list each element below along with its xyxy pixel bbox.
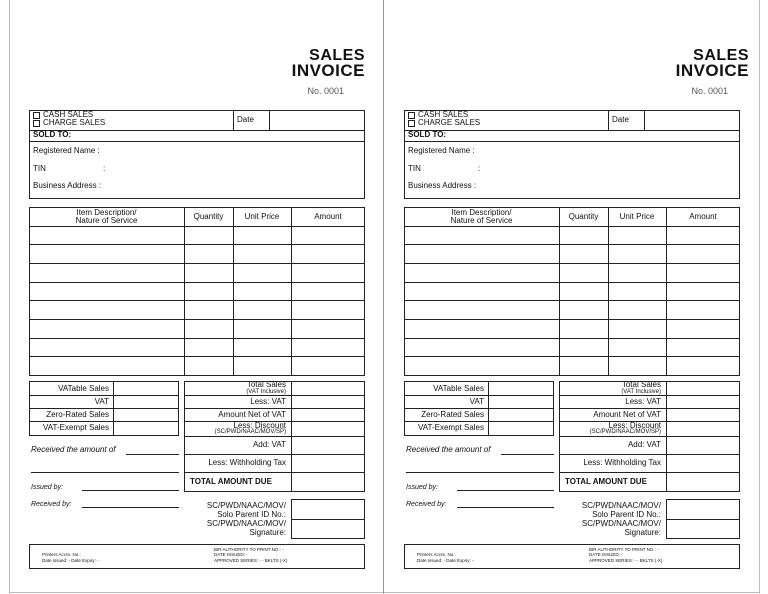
col-item-header-1: Item Description/	[76, 208, 137, 217]
table-row	[29, 300, 365, 301]
date-issued-expiry-label: Date Issued: - Date Expiry: -	[417, 558, 474, 563]
totals-row-divider	[559, 395, 740, 396]
tin-label: TIN	[33, 164, 46, 173]
received-amount-line-2[interactable]	[406, 472, 554, 473]
invoice-title-sales: SALES	[693, 47, 749, 64]
received-by-line[interactable]	[457, 507, 554, 508]
vat-inclusive-label: (VAT Inclusive)	[621, 389, 661, 395]
issued-by-label: Issued by:	[31, 484, 63, 491]
received-amount-label: Received the amount of	[406, 445, 491, 454]
date-label: Date	[237, 115, 254, 124]
col-quantity-header: Quantity	[193, 212, 224, 221]
date-issued-right-label: DATE ISSUED: -	[214, 552, 248, 557]
total-sales-label: Total Sales	[621, 380, 661, 389]
table-row	[29, 338, 365, 339]
col-item-header-2: Nature of Service	[75, 216, 138, 225]
less-discount-label: Less: Discount	[608, 421, 661, 430]
table-row	[29, 263, 365, 264]
received-by-label: Received by:	[406, 501, 447, 508]
received-by-line[interactable]	[82, 507, 179, 508]
table-row	[404, 263, 740, 264]
vat-label: VAT	[469, 397, 484, 406]
table-row	[29, 244, 365, 245]
issued-by-label: Issued by:	[406, 484, 438, 491]
table-row	[404, 282, 740, 283]
received-amount-label: Received the amount of	[31, 445, 116, 454]
table-row	[404, 244, 740, 245]
invoice-title-invoice: INVOICE	[675, 61, 749, 80]
zero-rated-label: Zero-Rated Sales	[46, 410, 109, 419]
table-row	[29, 226, 365, 227]
vatable-sales-label: VATable Sales	[58, 384, 109, 393]
tin-colon: :	[103, 164, 106, 173]
cash-sales-checkbox[interactable]	[408, 112, 415, 119]
invoice-title-invoice: INVOICE	[291, 61, 365, 80]
sold-to-divider	[404, 141, 740, 142]
col-unit-price-header: Unit Price	[244, 212, 280, 221]
vat-row-divider	[404, 421, 554, 422]
totals-row-divider	[559, 454, 740, 455]
table-row	[29, 319, 365, 320]
tin-label: TIN	[408, 164, 421, 173]
sc-signature-label-1: SC/PWD/NAAC/MOV/	[206, 519, 286, 528]
date-issued-right-label: DATE ISSUED: -	[589, 552, 623, 557]
charge-sales-checkbox[interactable]	[408, 120, 415, 127]
zero-rated-label: Zero-Rated Sales	[421, 410, 484, 419]
cash-sales-checkbox[interactable]	[33, 112, 40, 119]
vat-row-divider	[29, 408, 179, 409]
date-label: Date	[612, 115, 629, 124]
totals-row-divider	[559, 408, 740, 409]
col-divider	[559, 207, 560, 376]
date-value-divider	[269, 110, 270, 130]
received-amount-line-2[interactable]	[31, 472, 179, 473]
registered-name-label: Registered Name :	[408, 146, 475, 155]
table-row	[404, 300, 740, 301]
vat-row-divider	[404, 395, 554, 396]
sc-id-label-2: Solo Parent ID No.:	[217, 510, 286, 519]
tin-colon: :	[478, 164, 481, 173]
business-address-label: Business Address :	[33, 181, 102, 190]
sc-box-divider	[291, 519, 365, 520]
registered-name-label: Registered Name :	[33, 146, 100, 155]
col-item-header-2: Nature of Service	[450, 216, 513, 225]
col-divider	[291, 207, 292, 376]
sc-signature-label-2: Signature:	[249, 528, 286, 537]
bir-authority-label: BIR AUTHORITY TO PRINT NO.: -	[589, 547, 659, 552]
items-table	[404, 207, 740, 376]
header-divider	[404, 130, 740, 131]
totals-row-divider	[184, 436, 365, 437]
approved-series-label: APPROVED SERIES: - - BKLTS (-X)	[214, 558, 288, 563]
less-discount-label: Less: Discount	[233, 421, 286, 430]
table-row	[404, 319, 740, 320]
invoice-title-sales: SALES	[309, 47, 365, 64]
printers-accre-label: Printers Accre. No.:	[42, 552, 81, 557]
sc-box-divider	[666, 519, 740, 520]
table-row	[29, 282, 365, 283]
col-amount-header: Amount	[689, 212, 717, 221]
totals-row-divider	[559, 436, 740, 437]
invoice-number: No. 0001	[691, 86, 728, 96]
vatable-sales-label: VATable Sales	[433, 384, 484, 393]
add-vat-label: Add: VAT	[252, 440, 286, 449]
cash-sales-label: CASH SALES	[418, 110, 469, 119]
charge-sales-checkbox[interactable]	[33, 120, 40, 127]
sc-id-label-2: Solo Parent ID No.:	[592, 510, 661, 519]
vat-exempt-label: VAT-Exempt Sales	[418, 423, 484, 432]
sc-id-label-1: SC/PWD/NAAC/MOV/	[581, 501, 661, 510]
table-row	[29, 356, 365, 357]
col-item-header-1: Item Description/	[451, 208, 512, 217]
totals-row-divider	[184, 395, 365, 396]
col-divider	[184, 207, 185, 376]
invoice-copy-right	[384, 0, 768, 594]
amount-net-label: Amount Net of VAT	[593, 410, 661, 419]
vat-row-divider	[29, 421, 179, 422]
vat-label: VAT	[94, 397, 109, 406]
col-divider	[233, 207, 234, 376]
amount-net-label: Amount Net of VAT	[218, 410, 286, 419]
col-unit-price-header: Unit Price	[619, 212, 655, 221]
discount-sub-label: (SC/PWD/NAAC/MOV/SP)	[214, 429, 286, 435]
total-amount-due-label: TOTAL AMOUNT DUE	[190, 477, 272, 486]
cash-sales-label: CASH SALES	[43, 110, 94, 119]
discount-sub-label: (SC/PWD/NAAC/MOV/SP)	[589, 429, 661, 435]
sc-id-label-1: SC/PWD/NAAC/MOV/	[206, 501, 286, 510]
header-divider	[29, 130, 365, 131]
less-withholding-label: Less: Withholding Tax	[583, 458, 661, 467]
totals-row-divider	[184, 472, 365, 473]
vat-inclusive-label: (VAT Inclusive)	[246, 389, 286, 395]
table-row	[404, 226, 740, 227]
less-vat-label: Less: VAT	[250, 397, 286, 406]
less-vat-label: Less: VAT	[625, 397, 661, 406]
col-amount-header: Amount	[314, 212, 342, 221]
sold-to-label: SOLD TO:	[408, 130, 447, 139]
received-by-label: Received by:	[31, 501, 72, 508]
approved-series-label: APPROVED SERIES: - - BKLTS (-X)	[589, 558, 663, 563]
charge-sales-label: CHARGE SALES	[418, 118, 481, 127]
sold-to-divider	[29, 141, 365, 142]
total-amount-due-label: TOTAL AMOUNT DUE	[565, 477, 647, 486]
invoice-number: No. 0001	[307, 86, 344, 96]
sc-signature-label-1: SC/PWD/NAAC/MOV/	[581, 519, 661, 528]
date-value-divider	[644, 110, 645, 130]
less-withholding-label: Less: Withholding Tax	[208, 458, 286, 467]
col-quantity-header: Quantity	[568, 212, 599, 221]
date-issued-expiry-label: Date Issued: - Date Expiry: -	[42, 558, 99, 563]
vat-row-divider	[404, 408, 554, 409]
vat-row-divider	[29, 395, 179, 396]
date-divider	[233, 110, 234, 130]
received-amount-line[interactable]	[501, 454, 554, 455]
add-vat-label: Add: VAT	[627, 440, 661, 449]
col-divider	[666, 207, 667, 376]
received-amount-line[interactable]	[126, 454, 179, 455]
total-sales-label: Total Sales	[246, 380, 286, 389]
business-address-label: Business Address :	[408, 181, 477, 190]
table-row	[404, 356, 740, 357]
vat-exempt-label: VAT-Exempt Sales	[43, 423, 109, 432]
issued-by-line[interactable]	[457, 490, 554, 491]
sc-signature-label-2: Signature:	[624, 528, 661, 537]
totals-row-divider	[184, 454, 365, 455]
items-table	[29, 207, 365, 376]
totals-row-divider	[184, 408, 365, 409]
bir-authority-label: BIR AUTHORITY TO PRINT NO.: -	[214, 547, 284, 552]
date-divider	[608, 110, 609, 130]
totals-row-divider	[559, 472, 740, 473]
sold-to-label: SOLD TO:	[33, 130, 72, 139]
printers-accre-label: Printers Accre. No.:	[417, 552, 456, 557]
issued-by-line[interactable]	[82, 490, 179, 491]
col-divider	[608, 207, 609, 376]
charge-sales-label: CHARGE SALES	[43, 118, 106, 127]
table-row	[404, 338, 740, 339]
